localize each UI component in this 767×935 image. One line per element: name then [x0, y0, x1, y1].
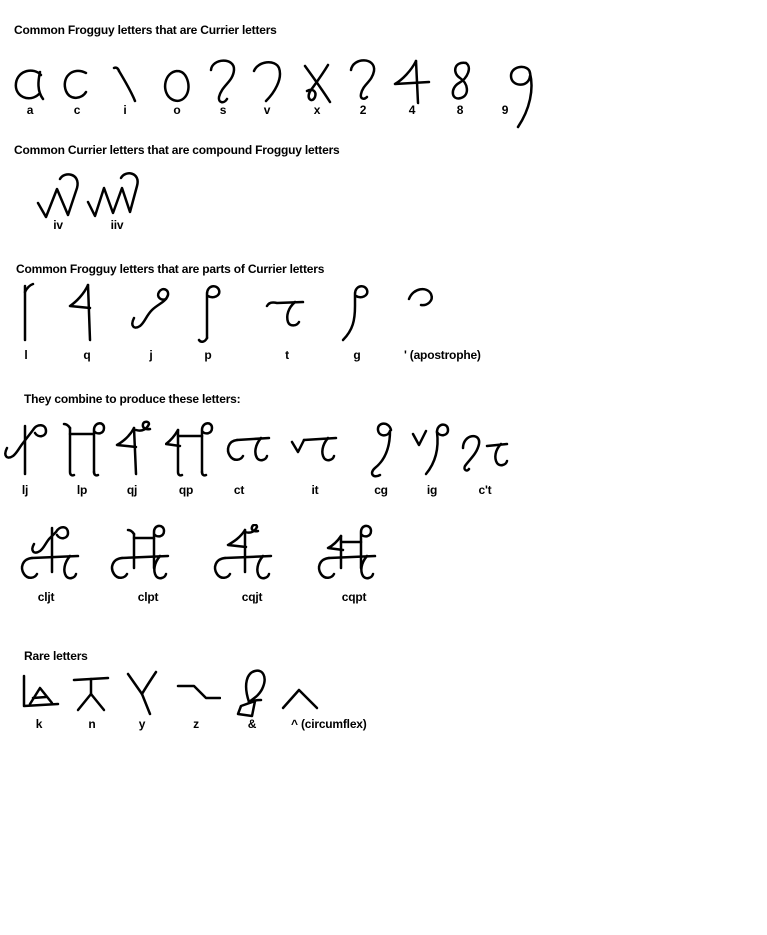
- glyph-label-cqjt: cqjt: [241, 590, 263, 604]
- circumflex-glyph-icon: [279, 684, 319, 710]
- glyph-label-apostrophe: ' (apostrophe): [404, 348, 481, 362]
- section-heading-common-frogguy-currier: Common Frogguy letters that are Currier letters: [14, 23, 277, 37]
- glyph-label-circumflex: ^ (circumflex): [291, 717, 367, 731]
- glyph-label-ct: ct: [233, 483, 245, 497]
- j-glyph-icon: [129, 282, 173, 346]
- glyph-label-ampersand: &: [247, 717, 257, 731]
- qp-glyph-icon: [165, 420, 217, 480]
- apostrophe-glyph-icon: [402, 285, 442, 311]
- glyph-label-p: p: [204, 348, 212, 362]
- clpt-glyph-icon: [107, 524, 179, 590]
- cg-glyph-icon: [360, 420, 400, 480]
- section-heading-currier-compound: Common Currier letters that are compound Frogguy letters: [14, 143, 340, 157]
- iiv-glyph-icon: [84, 168, 146, 220]
- glyph-label-qp: qp: [178, 483, 194, 497]
- handwritten-o-glyph-icon: [153, 57, 201, 107]
- ampersand-glyph-icon: [234, 666, 274, 718]
- q-glyph-icon: [65, 282, 109, 346]
- qj-glyph-icon: [113, 420, 165, 480]
- glyph-label-iv: iv: [53, 218, 63, 232]
- glyph-label-z: z: [193, 717, 199, 731]
- section-heading-rare-letters: Rare letters: [24, 649, 88, 663]
- y-glyph-icon: [119, 670, 165, 716]
- handwritten-v-glyph-icon: [243, 57, 291, 107]
- handwritten-8-glyph-icon: [436, 57, 484, 107]
- handwritten-x-glyph-icon: [293, 57, 341, 107]
- glyph-label-i: i: [123, 103, 127, 117]
- glyph-label-lp: lp: [76, 483, 88, 497]
- cqjt-glyph-icon: [210, 524, 282, 590]
- iv-glyph-icon: [32, 169, 88, 221]
- glyph-label-qj: qj: [126, 483, 138, 497]
- glyph-label-y: y: [138, 717, 146, 731]
- lp-glyph-icon: [57, 420, 109, 480]
- glyph-label-j: j: [149, 348, 153, 362]
- glyph-label-t: t: [285, 348, 289, 362]
- l-glyph-icon: [4, 282, 48, 346]
- glyph-label-k: k: [35, 717, 43, 731]
- glyph-label-a: a: [26, 103, 34, 117]
- section-heading-frogguy-parts: Common Frogguy letters that are parts of Currier letters: [16, 262, 325, 276]
- glyph-label-cg: cg: [374, 483, 388, 497]
- glyph-label-lj: lj: [21, 483, 29, 497]
- c-apostrophe-t-glyph-icon: [458, 428, 510, 474]
- glyph-label-s: s: [219, 103, 227, 117]
- ig-glyph-icon: [410, 420, 454, 480]
- handwritten-9-glyph-icon: [496, 63, 544, 131]
- glyph-label-9: 9: [501, 103, 509, 117]
- glyph-label-clpt: clpt: [137, 590, 159, 604]
- handwritten-a-glyph-icon: [6, 57, 54, 107]
- glyph-label-g: g: [353, 348, 361, 362]
- handwritten-i-glyph-icon: [101, 57, 149, 107]
- glyph-label-4: 4: [408, 103, 416, 117]
- glyph-label-c: c: [73, 103, 81, 117]
- lj-glyph-icon: [2, 420, 54, 480]
- t-glyph-icon: [265, 282, 309, 346]
- cqpt-glyph-icon: [314, 524, 386, 590]
- n-glyph-icon: [69, 670, 115, 716]
- handwritten-c-glyph-icon: [53, 57, 101, 107]
- p-glyph-icon: [186, 282, 230, 346]
- glyph-label-8: 8: [456, 103, 464, 117]
- glyph-label-ig: ig: [426, 483, 438, 497]
- section-heading-they-combine: They combine to produce these letters:: [24, 392, 241, 406]
- glyph-label-cljt: cljt: [37, 590, 55, 604]
- handwritten-s-glyph-icon: [199, 57, 247, 107]
- glyph-label-2: 2: [359, 103, 367, 117]
- z-glyph-icon: [175, 670, 221, 716]
- k-glyph-icon: [17, 670, 63, 716]
- glyph-label-n: n: [88, 717, 96, 731]
- glyph-label-x: x: [313, 103, 321, 117]
- glyph-label-o: o: [173, 103, 181, 117]
- glyph-label-c-apostrophe-t: c't: [478, 483, 492, 497]
- handwritten-2-glyph-icon: [339, 57, 387, 107]
- cljt-glyph-icon: [17, 524, 89, 590]
- glyph-label-q: q: [83, 348, 91, 362]
- ct-glyph-icon: [224, 432, 276, 472]
- glyph-label-iiv: iiv: [110, 218, 124, 232]
- glyph-label-it: it: [311, 483, 319, 497]
- it-glyph-icon: [289, 432, 341, 472]
- g-glyph-icon: [335, 282, 379, 346]
- glyph-label-v: v: [263, 103, 271, 117]
- handwritten-4-glyph-icon: [388, 57, 436, 107]
- glyph-label-cqpt: cqpt: [341, 590, 367, 604]
- glyph-label-l: l: [24, 348, 28, 362]
